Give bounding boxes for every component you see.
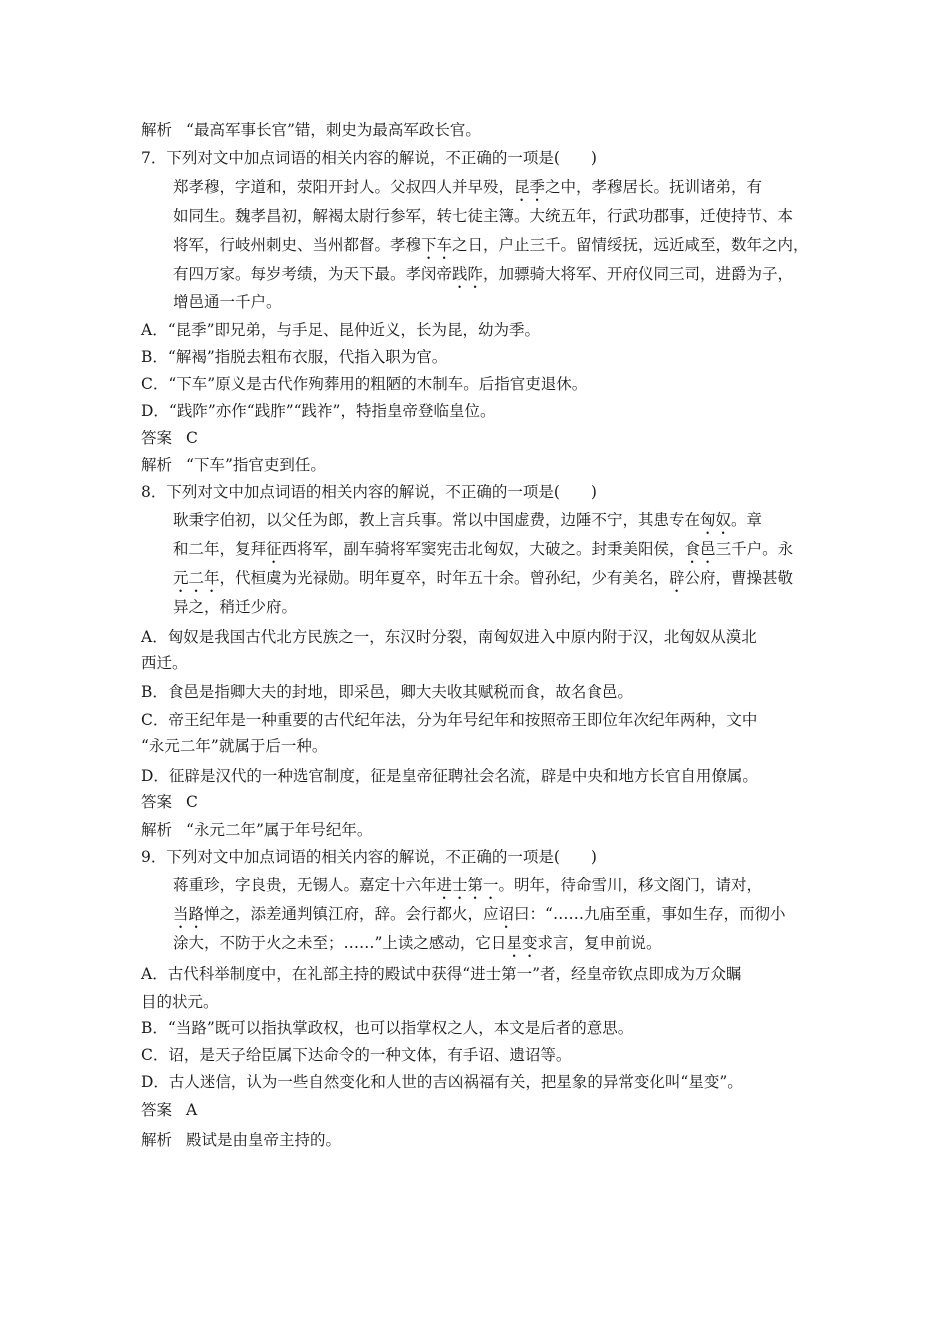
passage-line [173, 567, 822, 596]
dotted-term: 当路 [173, 905, 205, 923]
note-text: “下车”指官吏到任。 [186, 456, 326, 474]
passage-line [173, 903, 822, 932]
note-text: C [186, 429, 198, 447]
dotted-term: 下车 [421, 236, 453, 254]
note-tag: 答案 [141, 429, 173, 447]
note-text: A [186, 1101, 198, 1119]
option-line: A．“昆季”即兄弟，与手足、昆仲近义，长为昆，幼为季。 [141, 321, 541, 339]
note-line [141, 1099, 822, 1121]
option-continuation: 西迁。 [141, 654, 188, 672]
dotted-term: 星变 [506, 934, 538, 952]
passage-text: 之日，户止三千。留情绥抚，远近咸至，数年之内， [452, 236, 809, 254]
passage-line [173, 234, 822, 263]
passage-text: 之中，孝穆居长。抚训诸弟，有 [545, 178, 763, 196]
passage-text: 。明年，待命雪川，移文阁门，请对， [498, 876, 763, 894]
dotted-term: 元二年 [173, 569, 220, 587]
passage-text: 将军，行岐州刺史、当州都督。孝穆 [173, 236, 422, 254]
note-line [141, 1129, 822, 1151]
dotted-term: 征 [266, 540, 282, 558]
passage-line [173, 874, 822, 903]
option-continuation: “永元二年”就属于后一种。 [141, 737, 328, 755]
option-line: A．匈奴是我国古代北方民族之一，东汉时分裂，南匈奴进入中原内附于汉，北匈奴从漠北 [141, 628, 757, 646]
dotted-term: 匈奴 [700, 511, 732, 529]
passage-text: 蒋重珍，字良贵，无锡人。嘉定十六年 [173, 876, 437, 894]
note-tag: 解析 [141, 821, 173, 839]
passage-text: 三千户。永 [715, 540, 794, 558]
option-line: D．征辟是汉代的一种选官制度，征是皇帝征聘社会名流，辟是中央和地方长官自用僚属。 [141, 767, 758, 785]
option-line: C．“下车”原义是古代作殉葬用的粗陋的木制车。后指官吏退休。 [141, 375, 588, 393]
passage-text: 公府，曹操甚敬 [684, 569, 794, 587]
note-text: 殿试是由皇帝主持的。 [186, 1131, 342, 1149]
option-line: C．帝王纪年是一种重要的古代纪年法，分为年号纪年和按照帝王即位年次纪年两种，文中 [141, 711, 758, 729]
note-text: “永元二年”属于年号纪年。 [186, 821, 373, 839]
passage-text: 和二年，复拜 [173, 540, 267, 558]
option-continuation: 目的状元。 [141, 993, 219, 1011]
passage-line [173, 176, 822, 205]
dotted-term: 昆季 [514, 178, 546, 196]
passage-line [173, 291, 822, 313]
note-tag: 解析 [141, 121, 173, 139]
option-line: B．“当路”既可以指执掌政权，也可以指掌权之人，本文是后者的意思。 [141, 1019, 634, 1037]
option-line: D．“践阼”亦作“践胙”“践祚”，特指皇帝登临皇位。 [141, 402, 496, 420]
note-text: C [186, 793, 198, 811]
passage-text: 异之，稍迁少府。 [173, 598, 298, 616]
passage-text: 曰：“……九庙至重，事如生存，而彻小 [514, 905, 786, 923]
passage-line [173, 932, 822, 961]
passage-line [173, 263, 822, 292]
note-tag: 答案 [141, 793, 173, 811]
note-line [141, 819, 822, 841]
passage-text: 。章 [731, 511, 763, 529]
question-stem: 9．下列对文中加点词语的相关内容的解说，不正确的一项是( ) [141, 848, 597, 866]
option-line: C．诏，是天子给臣属下达命令的一种文体，有手诏、遗诏等。 [141, 1046, 572, 1064]
note-tag: 答案 [141, 1101, 173, 1119]
note-line [141, 427, 822, 449]
dotted-term: 辟 [669, 569, 685, 587]
passage-text: 增邑通一千户。 [173, 293, 282, 311]
note-text: “最高军事长官”错，刺史为最高军政长官。 [186, 121, 481, 139]
passage-text: ，代桓虞为光禄勋。明年夏卒，时年五十余。曾孙纪，少有美名， [219, 569, 670, 587]
note-tag: 解析 [141, 1131, 173, 1149]
passage-line [173, 205, 822, 227]
passage-text: 西将军，副车骑将军窦宪击北匈奴，大破之。封秉美阳侯， [281, 540, 685, 558]
dotted-term: 践阼 [452, 265, 484, 283]
passage-text: 如同生。魏孝昌初，解褐太尉行参军，转七徒主簿。大统五年，行武功郡事，迁使持节、本 [173, 207, 794, 225]
note-tag: 解析 [141, 456, 173, 474]
passage-text: ，加骠骑大将军、开府仪同三司，进爵为子， [483, 265, 794, 283]
note-line [141, 119, 822, 141]
passage-line [173, 509, 822, 538]
option-line: B．食邑是指卿大夫的封地，即采邑，卿大夫收其赋税而食，故名食邑。 [141, 683, 633, 701]
passage-text: 有四万家。每岁考绩，为天下最。孝闵帝 [173, 265, 453, 283]
option-line: D．古人迷信，认为一些自然变化和人世的吉凶祸福有关，把星象的异常变化叫“星变”。 [141, 1073, 743, 1091]
question-stem: 7．下列对文中加点词语的相关内容的解说，不正确的一项是( ) [141, 149, 597, 167]
passage-text: 郑孝穆，字道和，荥阳开封人。父叔四人并早殁， [173, 178, 515, 196]
passage-text: 惮之，添差通判镇江府，辞。会行都火，应 [204, 905, 499, 923]
note-line [141, 454, 822, 476]
note-line [141, 791, 822, 813]
option-line: B．“解褐”指脱去粗布衣服，代指入职为官。 [141, 348, 448, 366]
passage-text: 耿秉字伯初，以父任为郎，教上言兵事。常以中国虚费，边陲不宁，其患专在 [173, 511, 701, 529]
passage-text: 求言，复申前说。 [537, 934, 662, 952]
passage-line [173, 538, 822, 567]
option-line: A．古代科举制度中，在礼部主持的殿试中获得“进士第一”者，经皇帝钦点即成为万众瞩 [141, 965, 742, 983]
passage-line [173, 596, 822, 618]
passage-text: 涂大，不防于火之未至；……”上读之感动，它日 [173, 934, 507, 952]
dotted-term: 诏 [498, 905, 515, 923]
question-stem: 8．下列对文中加点词语的相关内容的解说，不正确的一项是( ) [141, 483, 597, 501]
dotted-term: 食邑 [684, 540, 716, 558]
dotted-term: 进士第一 [436, 876, 499, 894]
